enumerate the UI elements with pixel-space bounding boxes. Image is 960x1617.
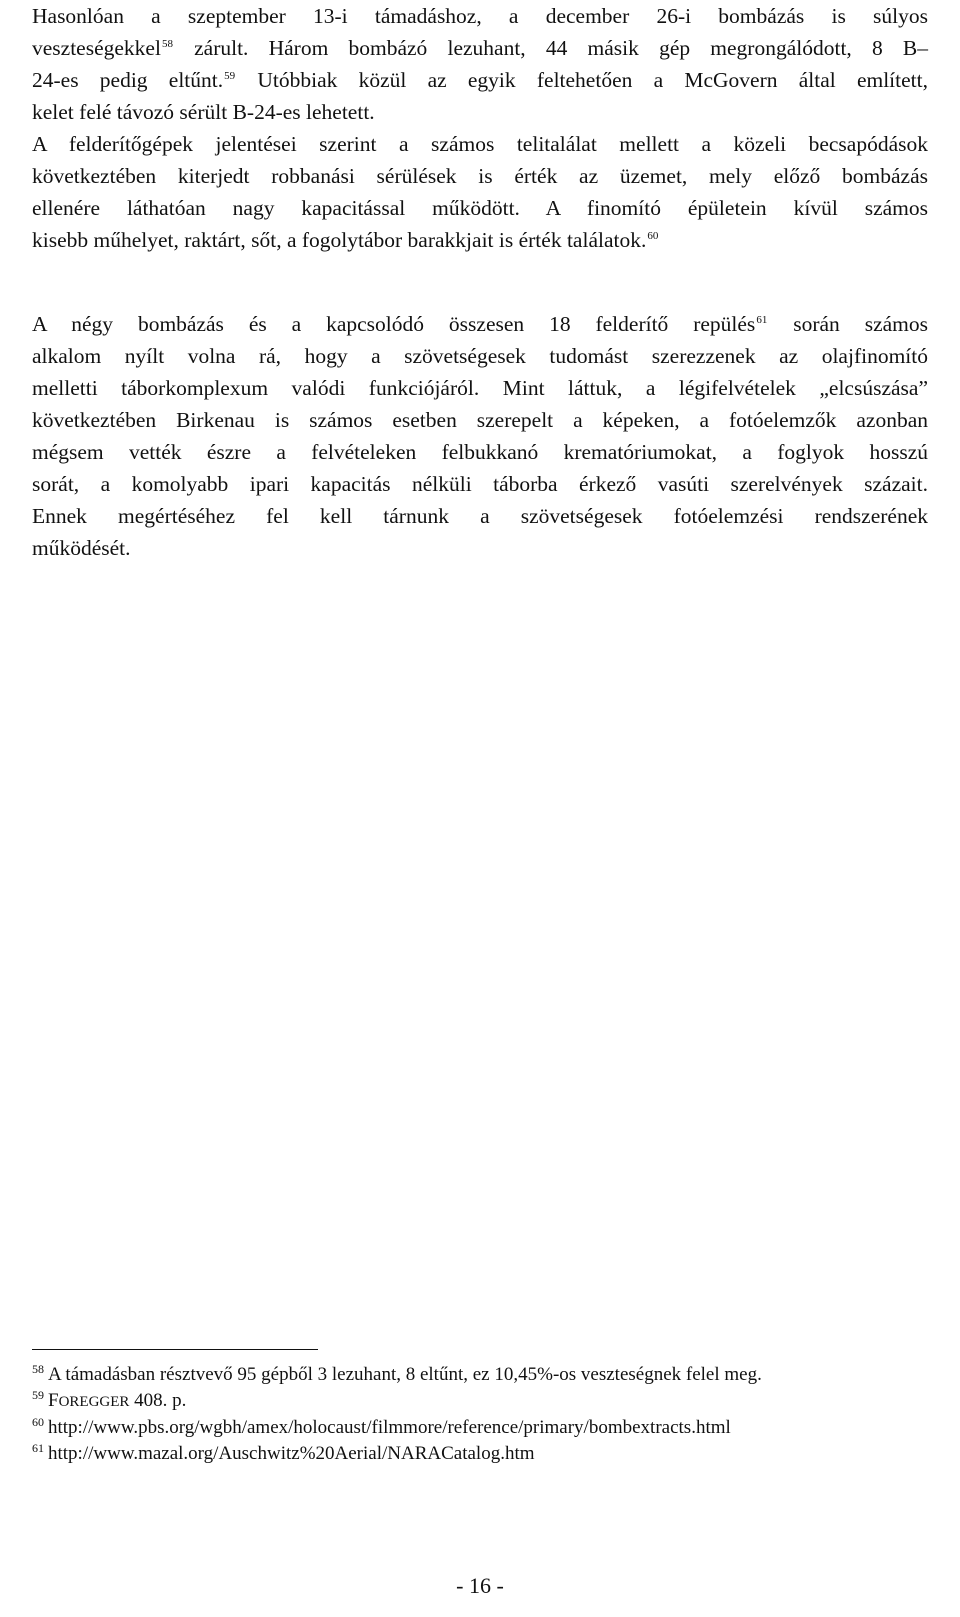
text-line: veszteségekkel$^{58}$ zárult. Három bombázó lezuhant, 44 másik gép megrongálódott, 8 B– xyxy=(32,36,928,60)
paragraph-1 xyxy=(32,0,928,128)
paragraph-2 xyxy=(32,128,928,256)
footnote-number: 61 xyxy=(32,1440,44,1455)
paragraph-3 xyxy=(32,308,928,564)
footnote-text: 408. p. xyxy=(129,1390,187,1411)
footnote-ref-60[interactable]: 60 xyxy=(647,229,659,242)
text-line: melletti táborkomplexum valódi funkciójáról. Mint láttuk, a légifelvételek „elcsúszása” xyxy=(32,376,928,400)
footnote-59 xyxy=(32,1388,928,1415)
footnote-61 xyxy=(32,1441,928,1467)
footnote-separator xyxy=(32,1349,318,1350)
footnote-author-rest: OREGGER xyxy=(58,1394,130,1410)
footnote-58 xyxy=(32,1362,928,1388)
page-number: - 16 - xyxy=(456,1573,504,1598)
footnote-link[interactable]: http://www.pbs.org/wgbh/amex/holocaust/filmmore/reference/primary/bombextracts.html xyxy=(48,1417,731,1438)
footnote-number: 59 xyxy=(32,1387,44,1402)
text-line: A felderítőgépek jelentései szerint a számos telitalálat mellett a közeli becsapódások xyxy=(32,132,928,156)
text-line: kisebb műhelyet, raktárt, sőt, a fogolytábor barakkjait is érték találatok.$^{60}$ xyxy=(32,228,659,252)
text-line: következtében Birkenau is számos esetben szerepelt a képeken, a fotóelemzők azonban xyxy=(32,408,928,432)
document-page xyxy=(32,0,928,1617)
footnote-number: 60 xyxy=(32,1414,44,1429)
text-line: mégsem vették észre a felvételeken felbukkanó krematóriumokat, a foglyok hosszú xyxy=(32,440,928,464)
footnotes xyxy=(32,1362,928,1467)
footnote-ref-58[interactable]: 58 xyxy=(161,37,173,50)
text-line: ellenére láthatóan nagy kapacitással működött. A finomító épületein kívül számos xyxy=(32,196,928,220)
text-line: működését. xyxy=(32,536,131,560)
text-line: következtében kiterjedt robbanási sérülések is érték az üzemet, mely előző bombázás xyxy=(32,164,928,188)
footnote-link[interactable]: http://www.mazal.org/Auschwitz%20Aerial/NARACatalog.htm xyxy=(48,1443,535,1464)
footnote-author-initial: F xyxy=(48,1390,59,1411)
text-line: sorát, a komolyabb ipari kapacitás nélküli táborba érkező vasúti szerelvények százait. xyxy=(32,472,928,496)
footnote-ref-59[interactable]: 59 xyxy=(224,69,236,82)
footnote-text: A támadásban résztvevő 95 gépből 3 lezuhant, 8 eltűnt, ez 10,45%-os veszteségnek felel meg. xyxy=(48,1364,762,1385)
text-line: Hasonlóan a szeptember 13-i támadáshoz, a december 26-i bombázás is súlyos xyxy=(32,4,928,28)
footnote-ref-61[interactable]: 61 xyxy=(756,313,768,326)
footnote-60 xyxy=(32,1415,928,1441)
text-line: kelet felé távozó sérült B-24-es lehetett. xyxy=(32,100,375,124)
text-line: 24-es pedig eltűnt.$^{59}$ Utóbbiak közül az egyik feltehetően a McGovern által említett, xyxy=(32,68,928,92)
text-line: alkalom nyílt volna rá, hogy a szövetségesek tudomást szerezzenek az olajfinomító xyxy=(32,344,928,368)
text-line: Ennek megértéséhez fel kell tárnunk a szövetségesek fotóelemzési rendszerének xyxy=(32,504,928,528)
footnote-number: 58 xyxy=(32,1361,44,1376)
text-line: A négy bombázás és a kapcsolódó összesen 18 felderítő repülés$^{61}$ során számos xyxy=(32,312,928,336)
